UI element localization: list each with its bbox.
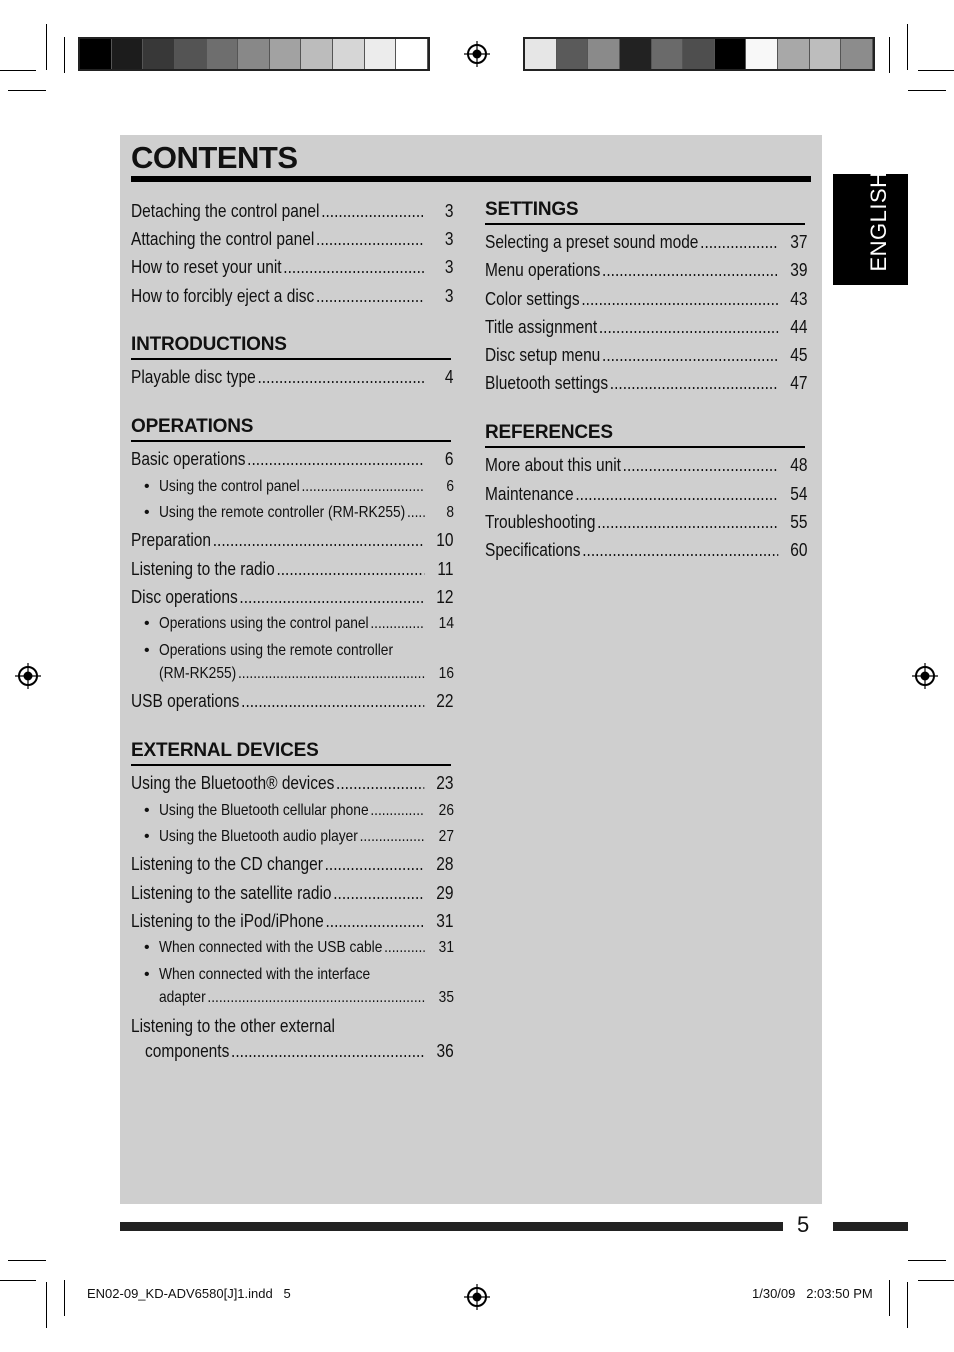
crop-mark <box>0 1280 36 1281</box>
toc-page: 28 <box>436 854 454 874</box>
color-swatch <box>270 39 302 69</box>
crop-mark <box>8 1260 46 1261</box>
toc-leader <box>207 987 424 1009</box>
toc-page: 8 <box>446 504 454 521</box>
toc-label: Playable disc type <box>131 367 256 387</box>
toc-entry[interactable] <box>131 448 454 470</box>
color-swatch <box>841 39 873 69</box>
section-rule <box>485 223 805 225</box>
color-swatch <box>810 39 842 69</box>
toc-page: 3 <box>444 229 454 249</box>
color-swatch <box>143 39 175 69</box>
toc-page: 3 <box>444 257 454 277</box>
color-swatch <box>207 39 239 69</box>
bullet-icon: • <box>144 802 150 819</box>
toc-page: 54 <box>790 484 808 504</box>
section-heading: REFERENCES <box>485 422 613 443</box>
toc-leader <box>360 826 425 848</box>
toc-page: 60 <box>790 540 808 560</box>
title-rule <box>131 176 811 182</box>
toc-page: 23 <box>436 773 454 793</box>
toc-page: 11 <box>437 559 454 579</box>
color-swatch <box>238 39 270 69</box>
toc-leader <box>231 1040 424 1062</box>
color-swatch <box>746 39 778 69</box>
toc-label: More about this unit <box>485 455 621 475</box>
toc-subentry[interactable] <box>159 502 454 524</box>
toc-leader <box>623 454 779 476</box>
section-heading: OPERATIONS <box>131 416 254 437</box>
toc-entry[interactable] <box>485 511 808 533</box>
toc-page: 3 <box>444 286 454 306</box>
toc-label: How to forcibly eject a disc <box>131 286 315 306</box>
toc-leader <box>301 476 424 498</box>
toc-leader <box>575 483 778 505</box>
toc-leader <box>597 511 778 533</box>
bullet-icon: • <box>144 504 150 521</box>
footer-timestamp: 1/30/09 2:03:50 PM <box>752 1286 873 1301</box>
toc-label: Menu operations <box>485 260 601 280</box>
toc-label: How to reset your unit <box>131 257 282 277</box>
registration-mark-icon <box>912 663 938 689</box>
toc-entry[interactable] <box>131 200 454 222</box>
toc-label: When connected with the interface <box>159 966 371 983</box>
color-swatch <box>112 39 144 69</box>
color-swatch <box>778 39 810 69</box>
toc-page: 47 <box>790 373 808 393</box>
toc-entry[interactable] <box>485 231 808 253</box>
crop-mark <box>907 24 908 70</box>
toc-label: When connected with the USB cable <box>159 939 383 956</box>
crop-mark <box>0 70 36 71</box>
toc-entry[interactable] <box>485 288 808 310</box>
toc-entry[interactable] <box>131 366 454 388</box>
toc-leader <box>239 586 424 608</box>
toc-leader <box>407 502 425 524</box>
color-swatch <box>80 39 112 69</box>
toc-label: Disc operations <box>131 587 238 607</box>
toc-entry[interactable] <box>485 372 808 394</box>
toc-label: Listening to the CD changer <box>131 854 323 874</box>
toc-entry[interactable] <box>131 558 454 580</box>
toc-page: 12 <box>436 587 454 607</box>
bullet-icon: • <box>144 478 150 495</box>
toc-label: Detaching the control panel <box>131 201 320 221</box>
color-swatch <box>175 39 207 69</box>
toc-page: 43 <box>790 289 808 309</box>
crop-mark <box>46 24 47 70</box>
color-swatch <box>525 39 557 69</box>
section-rule <box>131 764 451 766</box>
toc-entry[interactable] <box>485 344 808 366</box>
toc-label: Disc setup menu <box>485 345 601 365</box>
toc-leader <box>258 366 425 388</box>
toc-entry[interactable] <box>485 259 808 281</box>
toc-label: Specifications <box>485 540 581 560</box>
toc-entry[interactable] <box>485 316 808 338</box>
toc-leader <box>283 256 424 278</box>
bullet-icon: • <box>144 828 150 845</box>
toc-label: Using the control panel <box>159 478 300 495</box>
toc-page: 10 <box>436 530 454 550</box>
toc-leader <box>336 772 424 794</box>
toc-label: components <box>145 1041 230 1061</box>
color-swatch <box>301 39 333 69</box>
toc-page: 29 <box>436 883 454 903</box>
toc-subentry[interactable] <box>159 663 454 685</box>
toc-page: 26 <box>438 802 454 819</box>
toc-page: 6 <box>444 449 454 469</box>
toc-leader <box>325 853 425 875</box>
crop-mark <box>889 37 890 73</box>
footer-filename: EN02-09_KD-ADV6580[J]1.indd 5 <box>87 1286 291 1301</box>
toc-entry[interactable] <box>131 529 454 551</box>
page-title: CONTENTS <box>131 140 298 175</box>
toc-leader <box>241 690 424 712</box>
toc-leader <box>384 937 425 959</box>
toc-entry[interactable] <box>485 483 808 505</box>
toc-label: Listening to the iPod/iPhone <box>131 911 324 931</box>
toc-subentry-wrap[interactable] <box>159 640 454 662</box>
color-swatch <box>652 39 684 69</box>
toc-label: Attaching the control panel <box>131 229 315 249</box>
color-swatch <box>620 39 652 69</box>
toc-label: adapter <box>159 989 206 1006</box>
section-heading: INTRODUCTIONS <box>131 334 287 355</box>
color-swatch <box>683 39 715 69</box>
toc-page: 55 <box>790 512 808 532</box>
toc-entry-wrap[interactable] <box>131 1015 454 1037</box>
registration-mark-icon <box>15 663 41 689</box>
toc-page: 16 <box>438 665 454 682</box>
toc-entry[interactable] <box>131 882 454 904</box>
toc-entry[interactable] <box>131 586 454 608</box>
toc-entry[interactable] <box>131 285 454 307</box>
toc-label: Basic operations <box>131 449 246 469</box>
toc-leader <box>326 910 425 932</box>
toc-page: 22 <box>436 691 454 711</box>
toc-page: 6 <box>446 478 454 495</box>
bottom-rule <box>833 1222 908 1231</box>
color-swatch <box>333 39 365 69</box>
toc-page: 44 <box>790 317 808 337</box>
toc-leader <box>276 558 424 580</box>
toc-leader <box>370 800 424 822</box>
toc-subentry-wrap[interactable] <box>159 964 454 986</box>
toc-page: 3 <box>444 201 454 221</box>
crop-mark <box>889 1280 890 1316</box>
crop-mark <box>908 1260 946 1261</box>
toc-page: 39 <box>790 260 808 280</box>
toc-label: Maintenance <box>485 484 574 504</box>
bullet-icon: • <box>144 615 150 632</box>
toc-leader <box>610 372 778 394</box>
toc-leader <box>238 663 425 685</box>
toc-label: Operations using the remote controller <box>159 642 394 659</box>
toc-entry[interactable] <box>131 228 454 250</box>
toc-subentry[interactable] <box>159 800 454 822</box>
section-rule <box>485 446 805 448</box>
section-rule <box>131 440 451 442</box>
color-bar-left <box>78 37 430 71</box>
toc-subentry[interactable] <box>159 613 454 635</box>
toc-label: Troubleshooting <box>485 512 596 532</box>
language-tab <box>833 171 908 285</box>
color-bar-right <box>523 37 875 71</box>
toc-entry[interactable] <box>131 910 454 932</box>
toc-entry[interactable] <box>485 539 808 561</box>
crop-mark <box>64 1280 65 1316</box>
toc-leader <box>581 288 778 310</box>
toc-leader <box>213 529 425 551</box>
bullet-icon: • <box>144 939 150 956</box>
color-swatch <box>396 39 428 69</box>
toc-leader <box>316 285 424 307</box>
toc-page: 35 <box>438 989 454 1006</box>
toc-subentry[interactable] <box>159 987 454 1009</box>
toc-page: 27 <box>438 828 454 845</box>
toc-page: 37 <box>790 232 808 252</box>
toc-label: Color settings <box>485 289 580 309</box>
toc-page: 14 <box>438 615 454 632</box>
toc-leader <box>321 200 424 222</box>
toc-subentry[interactable] <box>159 476 454 498</box>
toc-subentry[interactable] <box>159 937 454 959</box>
registration-mark-icon <box>464 1284 490 1310</box>
toc-page: 4 <box>444 367 454 387</box>
crop-mark <box>918 1280 954 1281</box>
toc-label: Operations using the control panel <box>159 615 369 632</box>
toc-page: 48 <box>790 455 808 475</box>
toc-label: Using the Bluetooth® devices <box>131 773 335 793</box>
section-heading: EXTERNAL DEVICES <box>131 740 319 761</box>
color-swatch <box>557 39 589 69</box>
toc-entry[interactable] <box>131 853 454 875</box>
language-tab-label: ENGLISH <box>865 171 891 272</box>
toc-page: 31 <box>436 911 454 931</box>
toc-page: 36 <box>436 1041 454 1061</box>
toc-leader <box>599 316 778 338</box>
toc-entry[interactable] <box>131 256 454 278</box>
toc-leader <box>247 448 424 470</box>
page-number: 5 <box>797 1212 810 1237</box>
toc-leader <box>700 231 778 253</box>
toc-entry[interactable] <box>485 454 808 476</box>
toc-leader <box>370 613 424 635</box>
toc-label: Listening to the satellite radio <box>131 883 332 903</box>
bottom-rule <box>120 1222 783 1231</box>
toc-subentry[interactable] <box>159 826 454 848</box>
toc-label: Selecting a preset sound mode <box>485 232 699 252</box>
toc-label: Listening to the other external <box>131 1016 335 1036</box>
toc-entry[interactable] <box>145 1040 454 1062</box>
toc-entry[interactable] <box>131 690 454 712</box>
toc-label: Listening to the radio <box>131 559 275 579</box>
toc-entry[interactable] <box>131 772 454 794</box>
crop-mark <box>908 90 946 91</box>
toc-label: Using the Bluetooth audio player <box>159 828 358 845</box>
toc-page: 45 <box>790 345 808 365</box>
crop-mark <box>907 1282 908 1328</box>
crop-mark <box>46 1282 47 1328</box>
color-swatch <box>715 39 747 69</box>
color-swatch <box>365 39 397 69</box>
toc-label: Bluetooth settings <box>485 373 609 393</box>
toc-label: Title assignment <box>485 317 598 337</box>
toc-label: USB operations <box>131 691 240 711</box>
toc-leader <box>602 344 778 366</box>
toc-leader <box>316 228 424 250</box>
toc-label: Using the remote controller (RM-RK255) <box>159 504 406 521</box>
toc-label: Using the Bluetooth cellular phone <box>159 802 369 819</box>
section-heading: SETTINGS <box>485 199 579 220</box>
registration-mark-icon <box>464 41 490 67</box>
section-rule <box>131 358 451 360</box>
toc-label: Preparation <box>131 530 212 550</box>
toc-page: 31 <box>438 939 454 956</box>
bullet-icon: • <box>144 642 150 659</box>
toc-leader <box>602 259 778 281</box>
crop-mark <box>8 90 46 91</box>
toc-label: (RM-RK255) <box>159 665 237 682</box>
color-swatch <box>588 39 620 69</box>
bullet-icon: • <box>144 966 150 983</box>
toc-leader <box>333 882 424 904</box>
crop-mark <box>64 37 65 73</box>
crop-mark <box>918 70 954 71</box>
toc-leader <box>582 539 778 561</box>
